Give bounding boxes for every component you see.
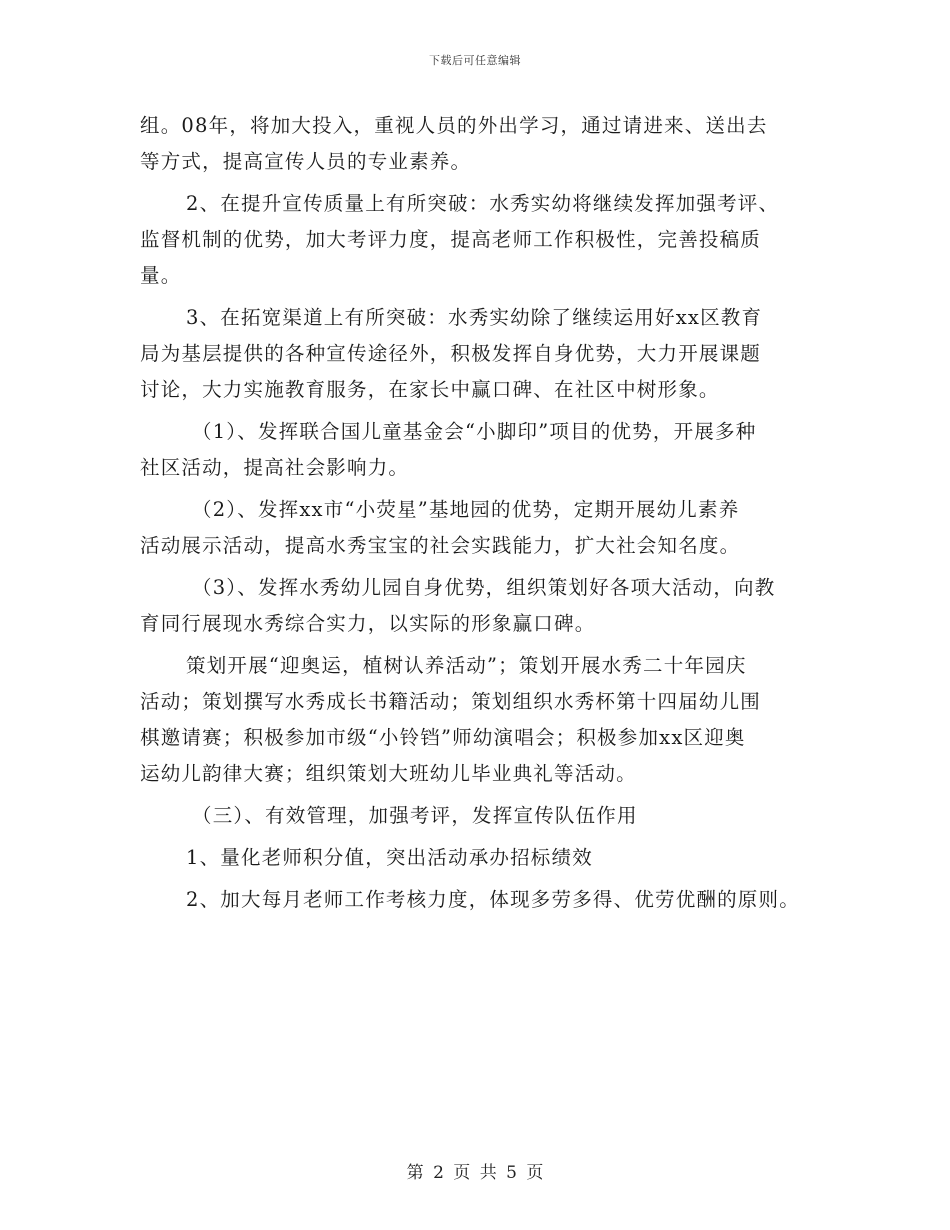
- paragraph-line: （2）、发挥xx市“小荧星”基地园的优势，定期开展幼儿素养: [192, 498, 740, 521]
- paragraph-line: 2、加大每月老师工作考核力度，体现多劳多得、优劳优酬的原则。: [186, 888, 800, 911]
- paragraph-line: 策划开展“迎奥运，植树认养活动”；策划开展水秀二十年园庆: [186, 654, 747, 677]
- paragraph-line: 量。: [140, 264, 182, 287]
- paragraph-line: 社区活动，提高社会影响力。: [140, 456, 410, 479]
- page-number: 第 2 页 共 5 页: [406, 1163, 544, 1183]
- paragraph-line: 棋邀请赛；积极参加市级“小铃铛”师幼演唱会；积极参加xx区迎奥: [140, 726, 746, 749]
- page-header: 下载后可任意编辑: [429, 54, 521, 67]
- paragraph-line: 等方式，提高宣传人员的专业素养。: [140, 150, 472, 173]
- paragraph-line: 运幼儿韵律大赛；组织策划大班幼儿毕业典礼等活动。: [140, 762, 637, 785]
- paragraph-line: 1、量化老师积分值，突出活动承办招标绩效: [186, 846, 593, 869]
- paragraph-line: 组。08年，将加大投入，重视人员的外出学习，通过请进来、送出去: [140, 114, 768, 137]
- paragraph-line: 监督机制的优势，加大考评力度，提高老师工作积极性，完善投稿质: [140, 228, 762, 251]
- paragraph-line: 3、在拓宽渠道上有所突破：水秀实幼除了继续运用好xx区教育: [186, 306, 763, 329]
- paragraph-line: 局为基层提供的各种宣传途径外，积极发挥自身优势，大力开展课题: [140, 342, 762, 365]
- paragraph-line: 育同行展现水秀综合实力，以实际的形象赢口碑。: [140, 612, 596, 635]
- paragraph-line: （3）、发挥水秀幼儿园自身优势，组织策划好各项大活动，向教: [192, 576, 776, 599]
- paragraph-line: （1）、发挥联合国儿童基金会“小脚印”项目的优势，开展多种: [192, 420, 757, 443]
- paragraph-line: 讨论，大力实施教育服务，在家长中赢口碑、在社区中树形象。: [140, 378, 720, 401]
- document-body: [140, 108, 830, 918]
- paragraph-line: 活动；策划撰写水秀成长书籍活动；策划组织水秀杯第十四届幼儿围: [140, 690, 762, 713]
- paragraph-line: 2、在提升宣传质量上有所突破：水秀实幼将继续发挥加强考评、: [186, 192, 780, 215]
- paragraph-line: （三）、有效管理，加强考评，发挥宣传队伍作用: [192, 804, 638, 827]
- paragraph-line: 活动展示活动，提高水秀宝宝的社会实践能力，扩大社会知名度。: [140, 534, 741, 557]
